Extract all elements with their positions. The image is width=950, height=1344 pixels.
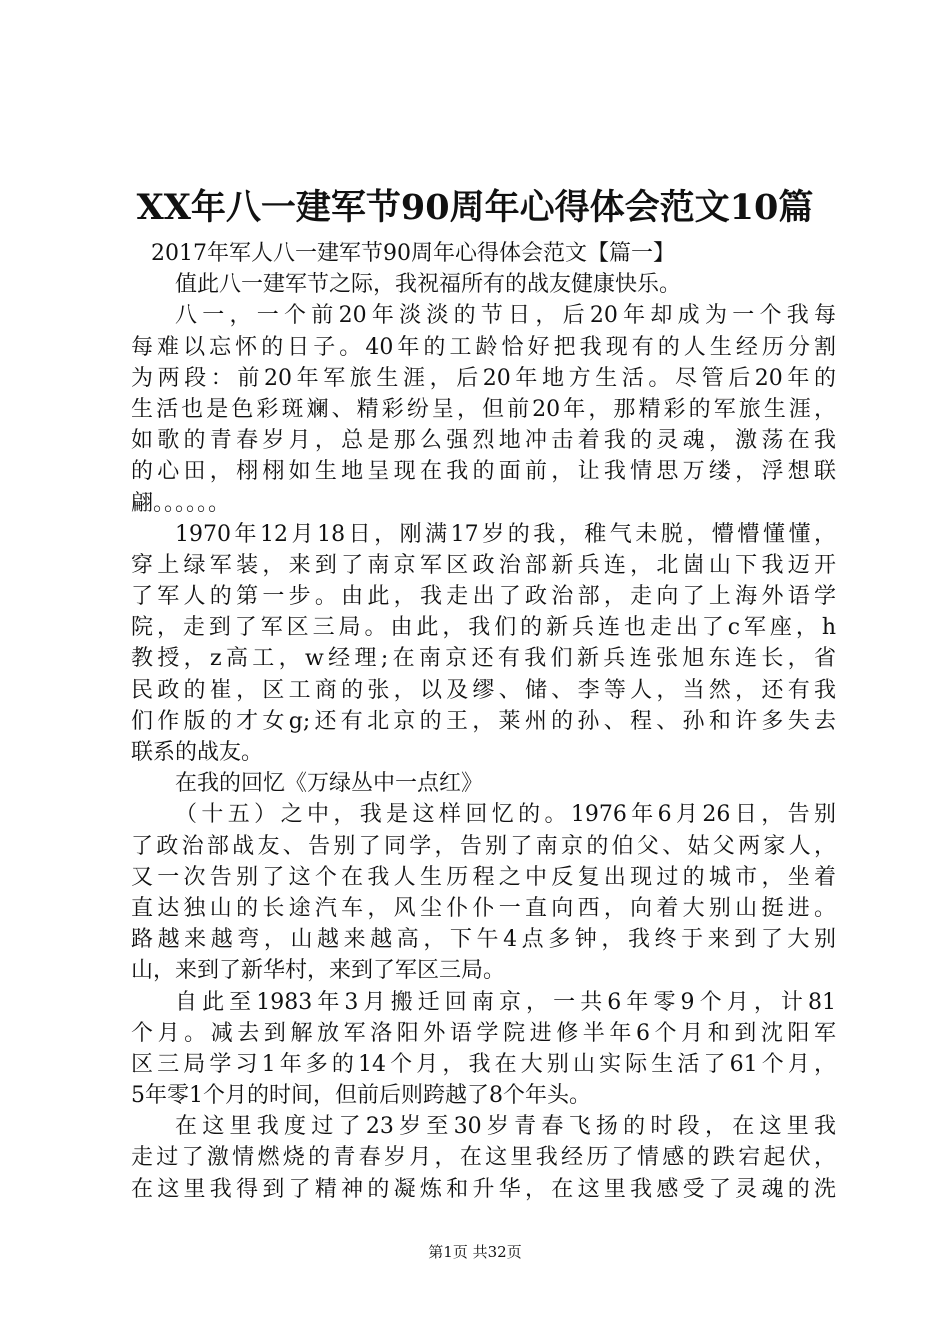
paragraph-line: 个月。减去到解放军洛阳外语学院进修半年6个月和到沈阳军: [131, 1020, 836, 1046]
paragraph-line: 联系的战友。: [131, 740, 264, 765]
section-heading: 2017年军人八一建军节90周年心得体会范文【篇一】: [151, 241, 675, 266]
paragraph-line: 民政的崔，区工商的张，以及缪、储、李等人，当然，还有我: [131, 677, 836, 703]
paragraph-line: 区三局学习1年多的14个月，我在大别山实际生活了61个月，: [131, 1051, 836, 1077]
paragraph-line: 在这里我得到了精神的凝炼和升华，在这里我感受了灵魂的洗: [131, 1176, 836, 1202]
paragraph-line: 5年零1个月的时间，但前后则跨越了8个年头。: [131, 1083, 591, 1109]
paragraph-line: 了政治部战友、告别了同学，告别了南京的伯父、姑父两家人，: [131, 833, 836, 859]
paragraph-line: 1970年12月18日，刚满17岁的我，稚气未脱，懵懵懂懂，: [175, 521, 836, 547]
paragraph-line: 自此至1983年3月搬迁回南京，一共6年零9个月，计81: [175, 989, 836, 1015]
document-title: XX年八一建军节90周年心得体会范文10篇: [136, 187, 814, 228]
paragraph-line: 在这里我度过了23岁至30岁青春飞扬的时段，在这里我: [175, 1114, 836, 1140]
paragraph-line: 如歌的青春岁月，总是那么强烈地冲击着我的灵魂，激荡在我: [131, 428, 836, 454]
paragraph-line: 每难以忘怀的日子。40年的工龄恰好把我现有的人生经历分割: [131, 334, 836, 360]
paragraph-line: 的心田，栩栩如生地呈现在我的面前，让我情思万缕，浮想联: [131, 459, 836, 485]
paragraph-line: 又一次告别了这个在我人生历程之中反复出现过的城市，坐着: [131, 864, 836, 890]
paragraph-line: （十五）之中，我是这样回忆的。1976年6月26日，告别: [175, 802, 836, 828]
paragraph-line: 翩。。。。。。: [131, 490, 231, 516]
paragraph-line: 们作版的才女g;还有北京的王，莱州的孙、程、孙和许多失去: [131, 708, 836, 734]
document-body: [131, 238, 836, 1205]
paragraph-line: 生活也是色彩斑斓、精彩纷呈，但前20年，那精彩的军旅生涯，: [131, 396, 836, 422]
paragraph-line: 八一，一个前20年淡淡的节日，后20年却成为一个我每: [175, 303, 836, 329]
paragraph-line: 教授，z高工，w经理;在南京还有我们新兵连张旭东连长，省: [131, 646, 836, 672]
paragraph-line: 在我的回忆《万绿丛中一点红》: [175, 771, 484, 797]
paragraph-line: 走过了激情燃烧的青春岁月，在这里我经历了情感的跌宕起伏，: [131, 1145, 836, 1171]
paragraph-line: 值此八一建军节之际，我祝福所有的战友健康快乐。: [175, 272, 682, 298]
page-number-footer: 第1页 共32页: [428, 1243, 522, 1261]
paragraph-line: 院，走到了军区三局。由此，我们的新兵连也走出了c军座，h: [131, 615, 836, 641]
paragraph-line: 了军人的第一步。由此，我走出了政治部，走向了上海外语学: [131, 584, 836, 610]
paragraph-line: 路越来越弯，山越来越高，下午4点多钟，我终于来到了大别: [131, 927, 836, 953]
paragraph-line: 山，来到了新华村，来到了军区三局。: [131, 958, 506, 984]
paragraph-line: 直达独山的长途汽车，风尘仆仆一直向西，向着大别山挺进。: [131, 895, 836, 921]
paragraph-line: 穿上绿军装，来到了南京军区政治部新兵连，北崮山下我迈开: [131, 552, 836, 578]
paragraph-line: 为两段：前20年军旅生涯，后20年地方生活。尽管后20年的: [131, 365, 836, 391]
